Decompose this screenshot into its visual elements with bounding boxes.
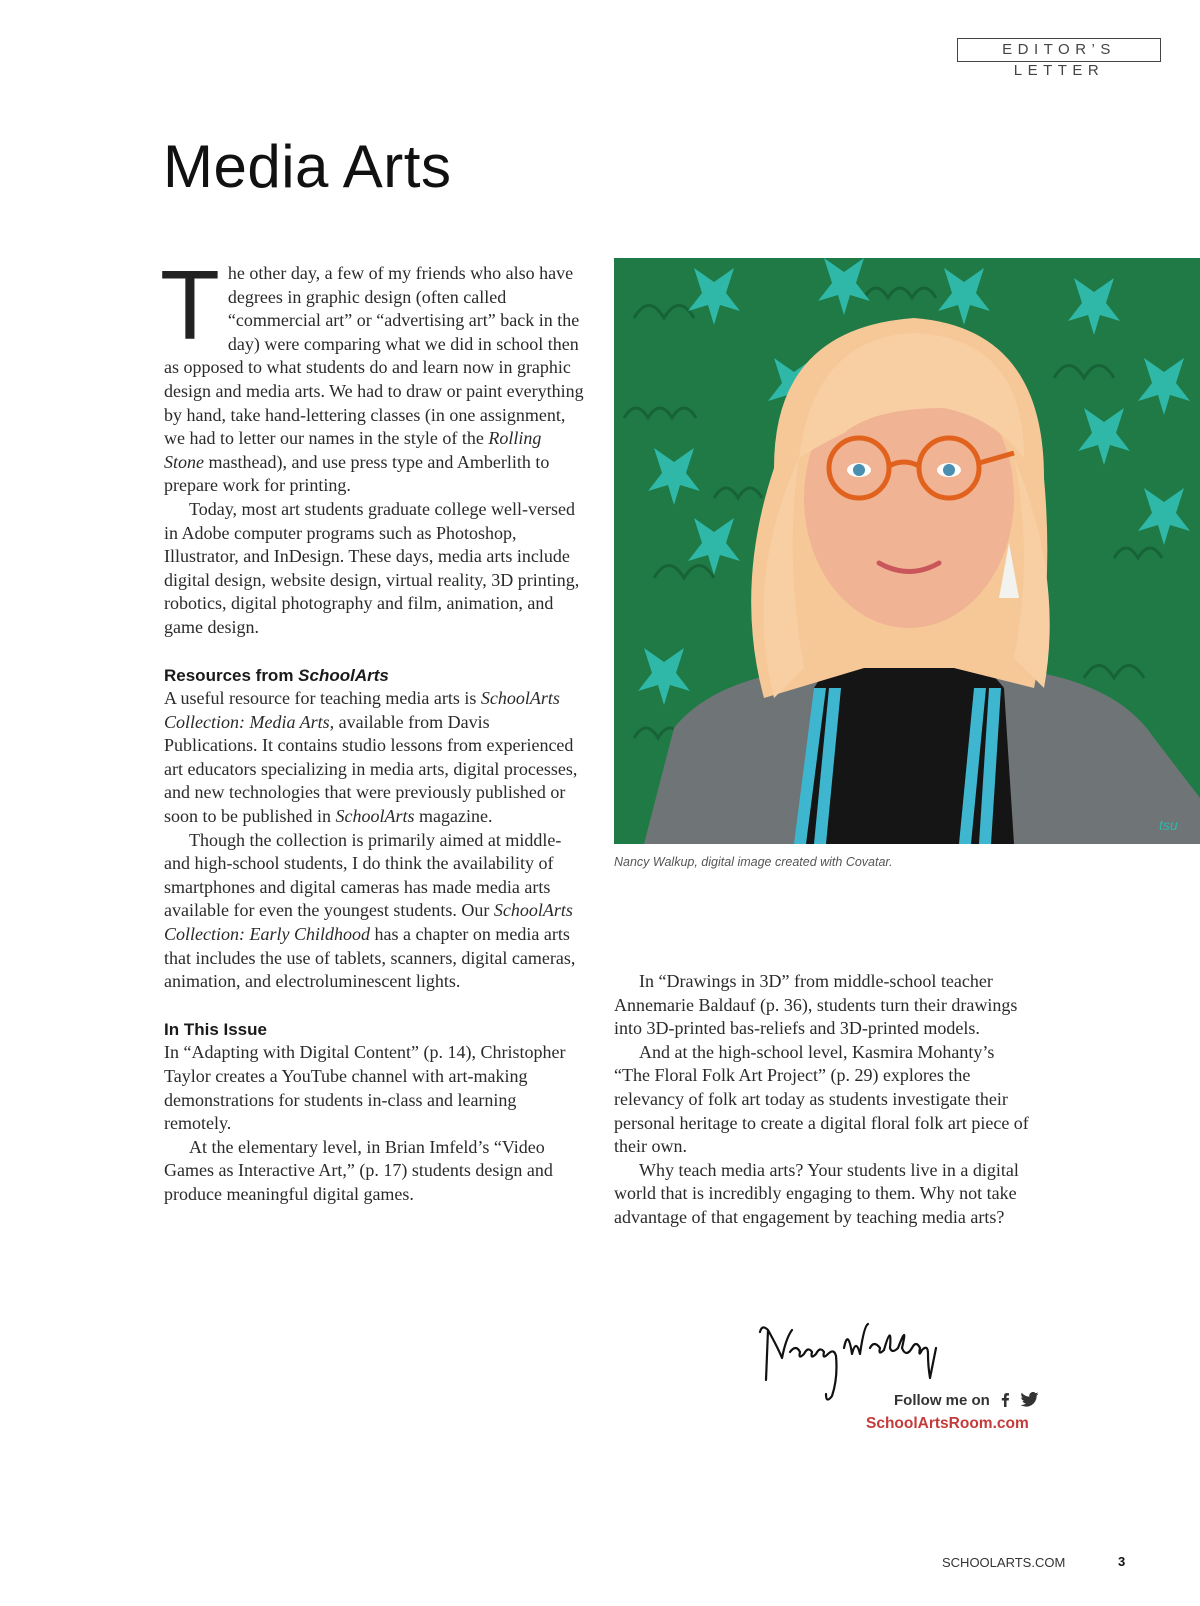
issue-paragraph-2: At the elementary level, in Brian Imfeld’s “Video Games as Interactive Art,” (p. 17) students design and produce meaningful digital games. xyxy=(164,1136,553,1204)
article-right-column xyxy=(614,970,1034,1230)
artist-mark: tsu xyxy=(1159,817,1178,833)
drop-cap: T xyxy=(160,250,220,360)
portrait-illustration xyxy=(614,258,1200,844)
follow-line xyxy=(894,1392,1039,1411)
intro-paragraph-2: Today, most art students graduate college well-versed in Adobe computer programs such as Photoshop, Illustrator, and InDesign. These days, media arts include digital design, website design, virtual reality, 3D printing, robotics, digital photography and film, animation, and game design. xyxy=(164,498,580,637)
resources-paragraph-2: Though the collection is primarily aimed at middle- and high-school students, I do think the availability of smartphones and digital cameras has made media arts available for even the youngest students. Our SchoolArts Collection: Early Childhood has a chapter on media arts that includes the use of tablets, scanners, digital cameras, animation, and electroluminescent lights. xyxy=(164,829,576,992)
resources-paragraph: A useful resource for teaching media arts is SchoolArts Collection: Media Arts, available from Davis Publications. It contains studio lessons from experienced art educators specializing in media arts, digital processes, and new technologies that were previously published or soon to be published in SchoolArts magazine. xyxy=(164,688,578,827)
issue-paragraph-3: In “Drawings in 3D” from middle-school teacher Annemarie Baldauf (p. 36), students turn their drawings into 3D-printed bas-reliefs and 3D-printed models. xyxy=(614,971,1018,1039)
twitter-icon[interactable] xyxy=(1020,1392,1039,1411)
intro-paragraph: The other day, a few of my friends who also have degrees in graphic design (often called “commercial art” or “advertising art” back in the day) were comparing what we did in school then as opposed to what students do and learn now in graphic design and media arts. We had to draw or paint everything by hand, take hand-lettering classes (in one assignment, we had to letter our names in the style of the Rolling Stone masthead), and use press type and Amberlith to prepare work for printing. xyxy=(160,250,584,496)
footer-site: SCHOOLARTS.COM xyxy=(942,1555,1066,1570)
issue-paragraph-5: Why teach media arts? Your students live in a digital world that is incredibly engaging to them. Why not take advantage of that engagement by teaching media arts? xyxy=(614,1159,1019,1227)
issue-paragraph-1: In “Adapting with Digital Content” (p. 14), Christopher Taylor creates a YouTube channel with art-making demonstrations for students in-class and learning remotely. xyxy=(164,1042,566,1134)
schoolartsroom-link[interactable]: SchoolArtsRoom.com xyxy=(866,1415,1029,1432)
section-label: EDITOR’S LETTER xyxy=(957,38,1161,62)
page-title: Media Arts xyxy=(163,133,452,200)
article-left-column xyxy=(160,250,584,1207)
resources-heading: Resources from SchoolArts xyxy=(164,665,389,685)
follow-label: Follow me on xyxy=(894,1392,990,1409)
portrait-svg xyxy=(614,258,1200,844)
portrait-caption: Nancy Walkup, digital image created with Covatar. xyxy=(614,855,893,869)
in-this-issue-heading: In This Issue xyxy=(164,1019,267,1039)
page-number: 3 xyxy=(1118,1554,1126,1569)
facebook-icon[interactable] xyxy=(1000,1392,1010,1411)
issue-paragraph-4: And at the high-school level, Kasmira Mohanty’s “The Floral Folk Art Project” (p. 29) explores the relevancy of folk art today as students investigate their personal heritage to create a digital floral folk art piece of their own. xyxy=(614,1041,1029,1157)
